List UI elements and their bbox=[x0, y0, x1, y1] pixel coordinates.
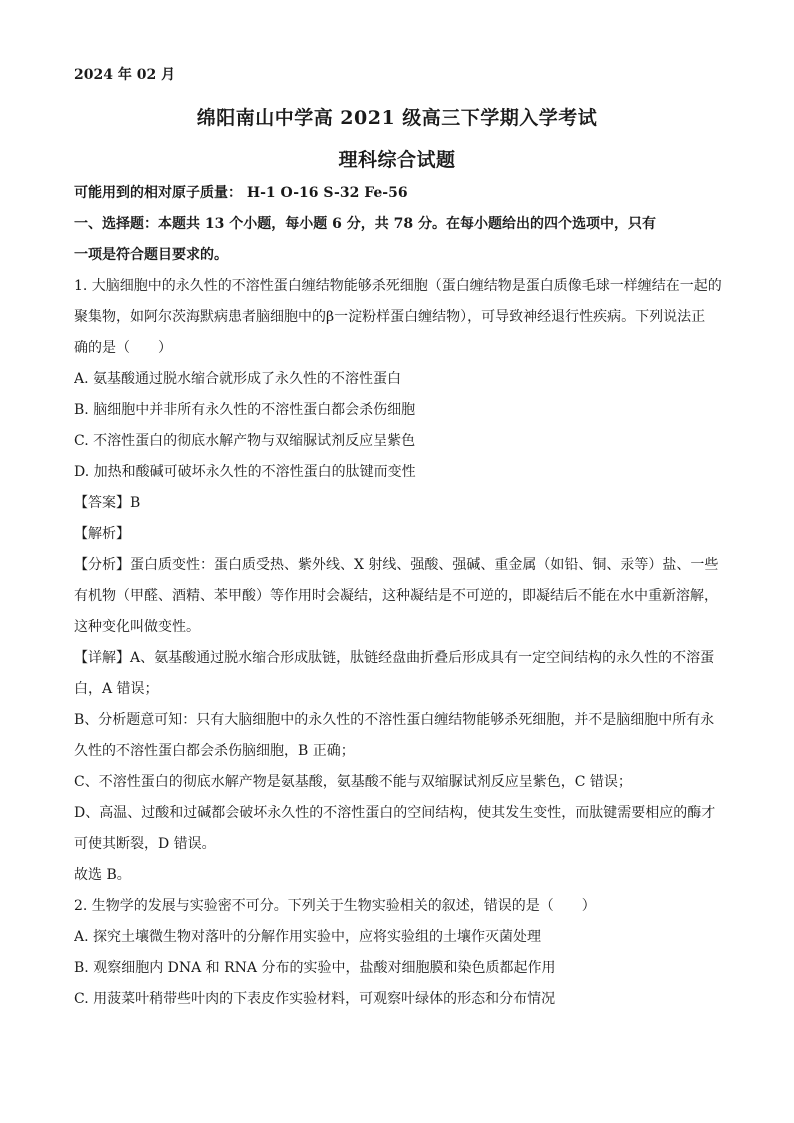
q2-option-b: B. 观察细胞内 DNA 和 RNA 分布的实验中，盐酸对细胞膜和染色质都起作用 bbox=[74, 960, 556, 976]
exam-date: 2024 年 02 月 bbox=[74, 67, 176, 83]
q1-option-a: A. 氨基酸通过脱水缩合就形成了永久性的不溶性蛋白 bbox=[74, 371, 402, 387]
exam-subtitle: 理科综合试题 bbox=[338, 149, 456, 171]
exam-body bbox=[74, 178, 724, 1015]
q1-detail-line-1: 【详解】A、氨基酸通过脱水缩合形成肽链，肽链经盘曲折叠后形成具有一定空间结构的永久性的不溶蛋 bbox=[74, 650, 715, 666]
q1-option-d: D. 加热和酸碱可破坏永久性的不溶性蛋白的肽键而变性 bbox=[74, 464, 416, 480]
q2-option-a: A. 探究土壤微生物对落叶的分解作用实验中，应将实验组的土壤作灭菌处理 bbox=[74, 929, 542, 945]
q1-stem-line-2: 聚集物，如阿尔茨海默病患者脑细胞中的β一淀粉样蛋白缠结物），可导致神经退行性疾病。下列说法正 bbox=[74, 309, 706, 325]
atomic-mass-line: 可能用到的相对原子质量： H-1 O-16 S-32 Fe-56 bbox=[74, 185, 408, 201]
q1-answer: 【答案】B bbox=[74, 495, 141, 511]
section-heading-line-1: 一、选择题：本题共 13 个小题，每小题 6 分，共 78 分。在每小题给出的四个选项中，只有 bbox=[74, 216, 656, 232]
q1-detail-line-5: C、不溶性蛋白的彻底水解产物是氨基酸，氨基酸不能与双缩脲试剂反应呈紫色，C 错误； bbox=[74, 774, 632, 790]
q1-detail-line-4: 久性的不溶性蛋白都会杀伤脑细胞，B 正确； bbox=[74, 743, 355, 759]
q1-stem-line-1: 1. 大脑细胞中的永久性的不溶性蛋白缠结物能够杀死细胞（蛋白缠结物是蛋白质像毛球一样缠结在一起的 bbox=[74, 278, 722, 294]
exam-title: 绵阳南山中学高 2021 级高三下学期入学考试 bbox=[196, 107, 598, 129]
section-heading-line-2: 一项是符合题目要求的。 bbox=[74, 247, 228, 263]
q1-fenxi-line-3: 这种变化叫做变性。 bbox=[74, 619, 200, 635]
q2-stem: 2. 生物学的发展与实验密不可分。下列关于生物实验相关的叙述，错误的是（ ） bbox=[74, 898, 596, 914]
q1-analysis-label: 【解析】 bbox=[74, 526, 130, 542]
q1-detail-line-6: D、高温、过酸和过碱都会破坏永久性的不溶性蛋白的空间结构，使其发生变性，而肽键需要相应的酶才 bbox=[74, 805, 716, 821]
q1-fenxi-line-2: 有机物（甲醛、酒精、苯甲酸）等作用时会凝结，这种凝结是不可逆的，即凝结后不能在水中重新溶解， bbox=[74, 588, 718, 604]
q1-detail-line-2: 白，A 错误； bbox=[74, 681, 159, 697]
q1-detail-line-7: 可使其断裂，D 错误。 bbox=[74, 836, 216, 852]
q1-detail-line-3: B、分析题意可知：只有大脑细胞中的永久性的不溶性蛋白缠结物能够杀死细胞，并不是脑细胞中所有永 bbox=[74, 712, 715, 728]
q1-stem-line-3: 确的是（ ） bbox=[74, 340, 172, 356]
q2-option-c: C. 用菠菜叶稍带些叶肉的下表皮作实验材料，可观察叶绿体的形态和分布情况 bbox=[74, 991, 556, 1007]
q1-detail-line-8: 故选 B。 bbox=[74, 867, 131, 883]
q1-option-c: C. 不溶性蛋白的彻底水解产物与双缩脲试剂反应呈紫色 bbox=[74, 433, 416, 449]
q1-option-b: B. 脑细胞中并非所有永久性的不溶性蛋白都会杀伤细胞 bbox=[74, 402, 416, 418]
q1-fenxi-line-1: 【分析】蛋白质变性：蛋白质受热、紫外线、X 射线、强酸、强碱、重金属（如铅、铜、汞等）盐、一些 bbox=[74, 557, 719, 573]
